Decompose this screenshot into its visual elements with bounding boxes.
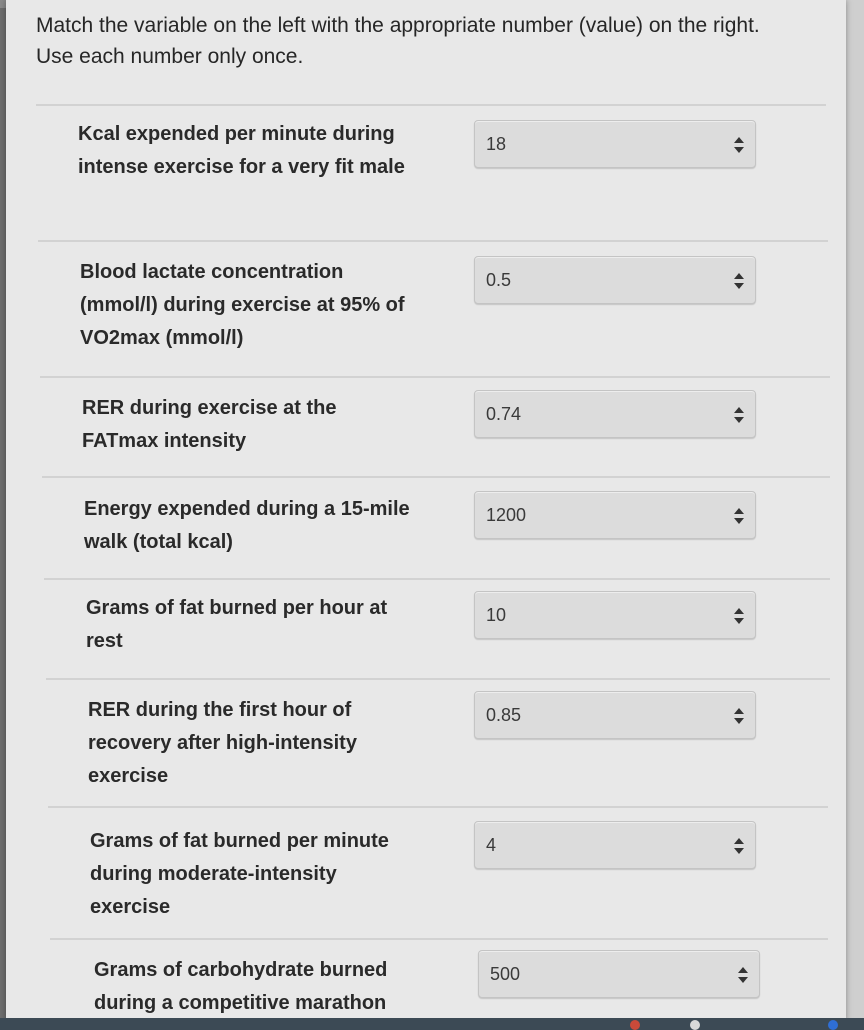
app-icon[interactable]: [828, 1020, 838, 1030]
instructions-line-2: Use each number only once.: [36, 45, 304, 68]
variable-label: Grams of fat burned per hour at rest: [86, 597, 388, 652]
selected-value: 4: [486, 835, 497, 855]
selected-value: 10: [486, 605, 507, 625]
select-arrows-icon: [733, 507, 745, 525]
divider: [42, 476, 830, 478]
value-select[interactable]: [474, 691, 756, 739]
variable-label: Blood lactate concentration (mmol/l) during exercise at 95% of VO2max (mmol/l): [80, 261, 405, 349]
variable-label: Energy expended during a 15-mile walk (total kcal): [84, 498, 410, 553]
question-panel: [6, 0, 846, 1022]
divider: [40, 376, 830, 378]
select-arrows-icon: [733, 837, 745, 855]
divider: [38, 240, 828, 242]
instructions-line-1: Match the variable on the left with the appropriate number (value) on the right.: [36, 14, 760, 37]
divider: [46, 678, 830, 680]
value-select[interactable]: [474, 491, 756, 539]
variable-label: Kcal expended per minute during intense exercise for a very fit male: [78, 123, 405, 178]
value-select[interactable]: [474, 120, 756, 168]
divider: [50, 938, 828, 940]
selected-value: 0.74: [486, 404, 522, 424]
select-arrows-icon: [737, 966, 749, 984]
scrollbar-track[interactable]: [846, 0, 864, 1022]
instructions: [36, 10, 826, 72]
select-arrows-icon: [733, 707, 745, 725]
selected-value: 0.5: [486, 270, 512, 290]
app-icon[interactable]: [690, 1020, 700, 1030]
value-select[interactable]: [474, 591, 756, 639]
value-select[interactable]: [478, 950, 760, 998]
select-arrows-icon: [733, 136, 745, 154]
selected-value: 18: [486, 134, 507, 154]
notification-icon[interactable]: [630, 1020, 640, 1030]
value-select[interactable]: [474, 256, 756, 304]
value-select[interactable]: [474, 821, 756, 869]
divider: [48, 806, 828, 808]
taskbar: [0, 1018, 864, 1030]
divider: [44, 578, 830, 580]
divider: [36, 104, 826, 106]
value-select[interactable]: [474, 390, 756, 438]
variable-label: RER during exercise at the FATmax intensity: [82, 397, 337, 452]
selected-value: 500: [490, 964, 521, 984]
variable-label: Grams of carbohydrate burned during a competitive marathon: [94, 959, 388, 1014]
select-arrows-icon: [733, 406, 745, 424]
select-arrows-icon: [733, 607, 745, 625]
selected-value: 1200: [486, 505, 527, 525]
variable-label: RER during the first hour of recovery after high-intensity exercise: [88, 699, 357, 787]
select-arrows-icon: [733, 272, 745, 290]
selected-value: 0.85: [486, 705, 522, 725]
variable-label: Grams of fat burned per minute during moderate-intensity exercise: [90, 830, 389, 918]
